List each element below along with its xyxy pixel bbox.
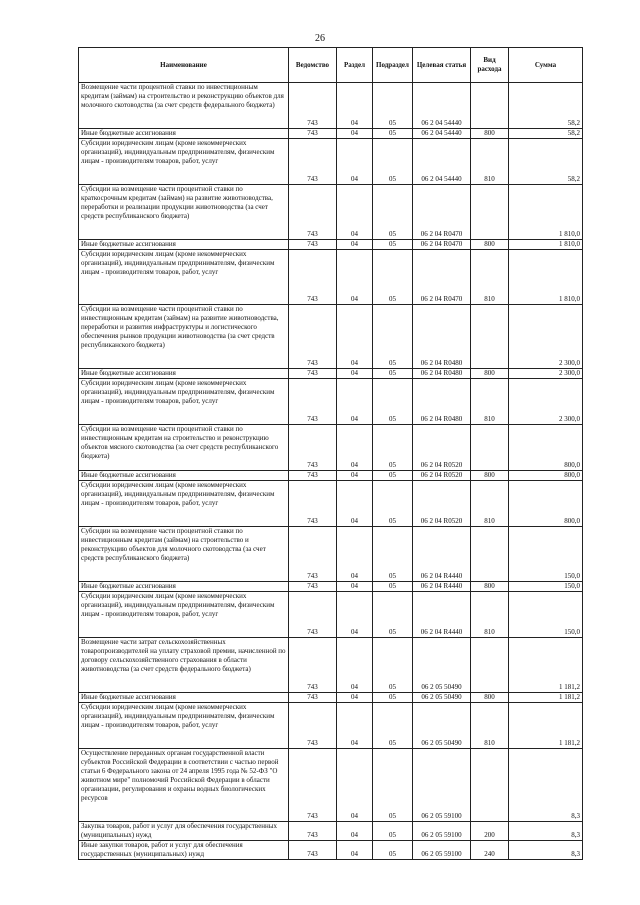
cell-subsection: 05: [373, 305, 413, 369]
cell-sum: 2 300,0: [509, 379, 583, 425]
table-row: [79, 822, 583, 841]
cell-subsection: 05: [373, 693, 413, 703]
cell-sum: 1 810,0: [509, 240, 583, 250]
page-number: 26: [315, 33, 325, 44]
cell-name: Возмещение части затрат сельскохозяйственных товаропроизводителей на уплату страховой премии, начисленной по договору сельскохозяйственного страхования в области животноводства (за счет средств федерального бюджета): [79, 638, 289, 693]
cell-subsection: 05: [373, 592, 413, 638]
cell-section: 04: [337, 527, 373, 582]
cell-section: 04: [337, 841, 373, 860]
table-row: [79, 749, 583, 822]
cell-expense-type: 810: [471, 250, 509, 305]
cell-target: 06 2 04 R0520: [413, 425, 471, 471]
cell-subsection: 05: [373, 749, 413, 822]
cell-target: 06 2 04 R0470: [413, 250, 471, 305]
cell-subsection: 05: [373, 83, 413, 129]
cell-section: 04: [337, 129, 373, 139]
cell-subsection: 05: [373, 379, 413, 425]
cell-ministry: 743: [289, 185, 337, 240]
cell-name: Субсидии юридическим лицам (кроме некоммерческих организаций), индивидуальным предпринимателям, физическим лицам - производителям товаров, работ, услуг: [79, 481, 289, 527]
header-target: Целевая статья: [413, 48, 471, 83]
header-ministry: Ведомство: [289, 48, 337, 83]
table-row: [79, 582, 583, 592]
header-subsection: Подраздел: [373, 48, 413, 83]
cell-target: 06 2 05 59100: [413, 749, 471, 822]
header-section: Раздел: [337, 48, 373, 83]
cell-sum: 150,0: [509, 582, 583, 592]
cell-sum: 8,3: [509, 749, 583, 822]
cell-sum: 1 181,2: [509, 703, 583, 749]
cell-name: Иные закупки товаров, работ и услуг для обеспечения государственных (муниципальных) нужд: [79, 841, 289, 860]
cell-section: 04: [337, 240, 373, 250]
cell-sum: 1 181,2: [509, 693, 583, 703]
cell-subsection: 05: [373, 425, 413, 471]
table-row: [79, 83, 583, 129]
cell-section: 04: [337, 693, 373, 703]
cell-target: 06 2 04 R0480: [413, 379, 471, 425]
table-row: [79, 305, 583, 369]
cell-name: Субсидии юридическим лицам (кроме некоммерческих организаций), индивидуальным предпринимателям, физическим лицам - производителям товаров, работ, услуг: [79, 139, 289, 185]
table-row: [79, 250, 583, 305]
cell-expense-type: 800: [471, 582, 509, 592]
cell-ministry: 743: [289, 139, 337, 185]
cell-expense-type: 800: [471, 471, 509, 481]
table-row: [79, 379, 583, 425]
cell-ministry: 743: [289, 638, 337, 693]
table-row: [79, 703, 583, 749]
table-row: [79, 481, 583, 527]
table-body: [79, 83, 583, 860]
cell-expense-type: 810: [471, 592, 509, 638]
cell-section: 04: [337, 822, 373, 841]
cell-target: 06 2 05 50490: [413, 703, 471, 749]
cell-ministry: 743: [289, 592, 337, 638]
cell-subsection: 05: [373, 703, 413, 749]
cell-expense-type: 800: [471, 240, 509, 250]
cell-expense-type: 810: [471, 139, 509, 185]
budget-table: [78, 47, 583, 860]
cell-ministry: 743: [289, 841, 337, 860]
cell-section: 04: [337, 305, 373, 369]
cell-section: 04: [337, 638, 373, 693]
cell-ministry: 743: [289, 582, 337, 592]
table-row: [79, 425, 583, 471]
cell-target: 06 2 04 54440: [413, 129, 471, 139]
cell-section: 04: [337, 379, 373, 425]
cell-expense-type: [471, 83, 509, 129]
cell-expense-type: 800: [471, 369, 509, 379]
cell-subsection: 05: [373, 841, 413, 860]
cell-target: 06 2 04 R0520: [413, 471, 471, 481]
table-row: [79, 240, 583, 250]
cell-subsection: 05: [373, 139, 413, 185]
cell-sum: 150,0: [509, 527, 583, 582]
cell-sum: 150,0: [509, 592, 583, 638]
table-row: [79, 471, 583, 481]
cell-name: Иные бюджетные ассигнования: [79, 693, 289, 703]
cell-sum: 1 810,0: [509, 250, 583, 305]
cell-sum: 2 300,0: [509, 305, 583, 369]
cell-sum: 1 810,0: [509, 185, 583, 240]
cell-section: 04: [337, 749, 373, 822]
cell-section: 04: [337, 471, 373, 481]
cell-subsection: 05: [373, 471, 413, 481]
cell-sum: 58,2: [509, 139, 583, 185]
cell-name: Осуществление переданных органам государственной власти субъектов Российской Федерации в соответствии с частью первой статьи 6 Федерального закона от 24 апреля 1995 года № 52-ФЗ "О животном мире" полномочий Российской Федерации в области организации, регулирования и охраны водных биологических ресурсов: [79, 749, 289, 822]
cell-expense-type: [471, 185, 509, 240]
cell-sum: 58,2: [509, 129, 583, 139]
cell-expense-type: 800: [471, 693, 509, 703]
cell-ministry: 743: [289, 369, 337, 379]
cell-expense-type: [471, 425, 509, 471]
cell-ministry: 743: [289, 749, 337, 822]
cell-name: Субсидии на возмещение части процентной ставки по краткосрочным кредитам (займам) на развитие животноводства, переработки и реализации продукции животноводства (за счет средств республиканского бюджета): [79, 185, 289, 240]
cell-target: 06 2 04 54440: [413, 139, 471, 185]
cell-ministry: 743: [289, 425, 337, 471]
cell-ministry: 743: [289, 703, 337, 749]
cell-name: Субсидии на возмещение части процентной ставки по инвестиционным кредитам (займам) на строительство и реконструкцию объектов для молочного скотоводства (за счет средств республиканского бюджета): [79, 527, 289, 582]
cell-name: Иные бюджетные ассигнования: [79, 471, 289, 481]
header-name: Наименование: [79, 48, 289, 83]
cell-target: 06 2 05 59100: [413, 822, 471, 841]
table-row: [79, 592, 583, 638]
table-row: [79, 139, 583, 185]
cell-sum: 58,2: [509, 83, 583, 129]
cell-section: 04: [337, 185, 373, 240]
cell-ministry: 743: [289, 305, 337, 369]
cell-target: 06 2 04 R0470: [413, 240, 471, 250]
cell-subsection: 05: [373, 822, 413, 841]
cell-target: 06 2 04 R0480: [413, 305, 471, 369]
cell-ministry: 743: [289, 822, 337, 841]
cell-subsection: 05: [373, 527, 413, 582]
cell-sum: 8,3: [509, 822, 583, 841]
cell-subsection: 05: [373, 582, 413, 592]
cell-name: Иные бюджетные ассигнования: [79, 240, 289, 250]
cell-target: 06 2 04 R4440: [413, 582, 471, 592]
cell-sum: 800,0: [509, 425, 583, 471]
cell-name: Возмещение части процентной ставки по инвестиционным кредитам (займам) на строительство и реконструкцию объектов для молочного скотоводства (за счет средств федерального бюджета): [79, 83, 289, 129]
cell-ministry: 743: [289, 471, 337, 481]
cell-sum: 800,0: [509, 481, 583, 527]
cell-name: Иные бюджетные ассигнования: [79, 582, 289, 592]
cell-target: 06 2 05 59100: [413, 841, 471, 860]
cell-section: 04: [337, 369, 373, 379]
cell-sum: 2 300,0: [509, 369, 583, 379]
cell-expense-type: 200: [471, 822, 509, 841]
cell-name: Закупка товаров, работ и услуг для обеспечения государственных (муниципальных) нужд: [79, 822, 289, 841]
cell-name: Субсидии на возмещение части процентной ставки по инвестиционным кредитам (займам) на развитие животноводства, переработки и развития инфраструктуры и логистического обеспечения рынков продукции животноводства (за счет средств республиканского бюджета): [79, 305, 289, 369]
cell-subsection: 05: [373, 185, 413, 240]
cell-name: Субсидии юридическим лицам (кроме некоммерческих организаций), индивидуальным предпринимателям, физическим лицам - производителям товаров, работ, услуг: [79, 379, 289, 425]
cell-section: 04: [337, 250, 373, 305]
cell-name: Субсидии юридическим лицам (кроме некоммерческих организаций), индивидуальным предпринимателям, физическим лицам - производителям товаров, работ, услуг: [79, 703, 289, 749]
cell-target: 06 2 04 R0470: [413, 185, 471, 240]
cell-expense-type: [471, 305, 509, 369]
cell-target: 06 2 05 50490: [413, 638, 471, 693]
table-header-row: [79, 48, 583, 83]
cell-section: 04: [337, 83, 373, 129]
cell-ministry: 743: [289, 83, 337, 129]
cell-name: Субсидии юридическим лицам (кроме некоммерческих организаций), индивидуальным предпринимателям, физическим лицам - производителям товаров, работ, услуг: [79, 592, 289, 638]
cell-subsection: 05: [373, 369, 413, 379]
table-row: [79, 185, 583, 240]
cell-expense-type: [471, 638, 509, 693]
cell-subsection: 05: [373, 250, 413, 305]
table-row: [79, 129, 583, 139]
cell-ministry: 743: [289, 527, 337, 582]
cell-ministry: 743: [289, 240, 337, 250]
cell-target: 06 2 04 R0480: [413, 369, 471, 379]
cell-target: 06 2 05 50490: [413, 693, 471, 703]
cell-expense-type: 810: [471, 703, 509, 749]
cell-subsection: 05: [373, 638, 413, 693]
cell-sum: 1 181,2: [509, 638, 583, 693]
cell-target: 06 2 04 R4440: [413, 527, 471, 582]
cell-expense-type: [471, 749, 509, 822]
cell-section: 04: [337, 582, 373, 592]
cell-sum: 800,0: [509, 471, 583, 481]
cell-ministry: 743: [289, 379, 337, 425]
cell-name: Иные бюджетные ассигнования: [79, 369, 289, 379]
cell-target: 06 2 04 R4440: [413, 592, 471, 638]
cell-subsection: 05: [373, 240, 413, 250]
header-sum: Сумма: [509, 48, 583, 83]
cell-section: 04: [337, 703, 373, 749]
cell-subsection: 05: [373, 129, 413, 139]
cell-sum: 8,3: [509, 841, 583, 860]
header-expense-type: Вид расхода: [471, 48, 509, 83]
cell-expense-type: 240: [471, 841, 509, 860]
cell-ministry: 743: [289, 693, 337, 703]
cell-expense-type: 800: [471, 129, 509, 139]
table-row: [79, 841, 583, 860]
cell-expense-type: 810: [471, 481, 509, 527]
cell-ministry: 743: [289, 129, 337, 139]
table-row: [79, 638, 583, 693]
cell-target: 06 2 04 R0520: [413, 481, 471, 527]
cell-section: 04: [337, 592, 373, 638]
table-row: [79, 693, 583, 703]
cell-name: Субсидии юридическим лицам (кроме некоммерческих организаций), индивидуальным предпринимателям, физическим лицам - производителям товаров, работ, услуг: [79, 250, 289, 305]
table-row: [79, 527, 583, 582]
cell-expense-type: [471, 527, 509, 582]
cell-subsection: 05: [373, 481, 413, 527]
cell-section: 04: [337, 139, 373, 185]
cell-ministry: 743: [289, 481, 337, 527]
cell-expense-type: 810: [471, 379, 509, 425]
cell-name: Субсидии на возмещение части процентной ставки по инвестиционным кредитам на строительство и реконструкцию объектов мясного скотоводства (за счет средств республиканского бюджета): [79, 425, 289, 471]
cell-name: Иные бюджетные ассигнования: [79, 129, 289, 139]
cell-ministry: 743: [289, 250, 337, 305]
cell-section: 04: [337, 481, 373, 527]
cell-target: 06 2 04 54440: [413, 83, 471, 129]
table-row: [79, 369, 583, 379]
cell-section: 04: [337, 425, 373, 471]
